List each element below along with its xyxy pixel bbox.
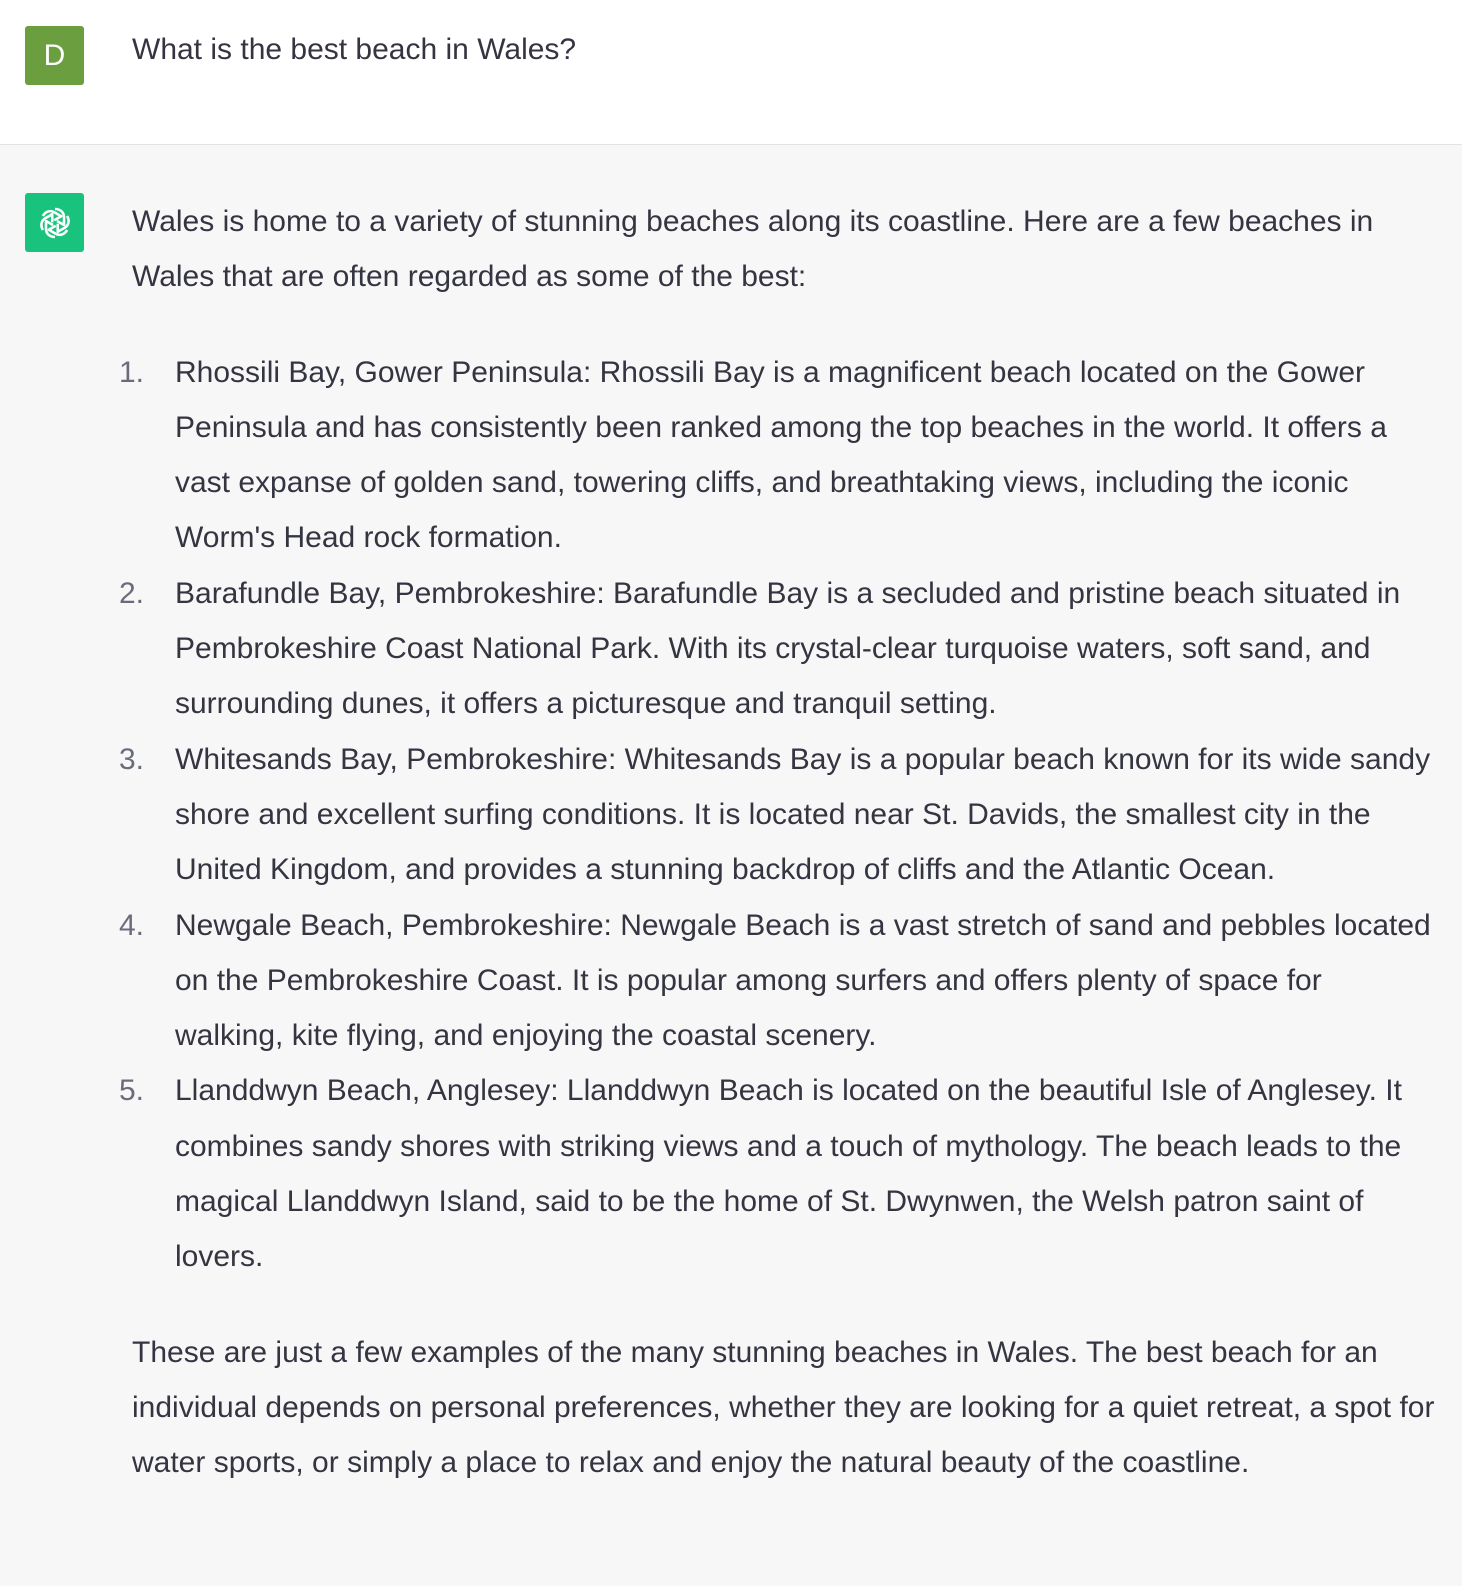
list-item — [119, 566, 1437, 732]
list-item — [119, 345, 1437, 566]
list-item-number: 2. — [119, 576, 145, 610]
list-item-number: 5. — [119, 1074, 145, 1108]
list-item-text: Newgale Beach, Pembrokeshire: Newgale Beach is a vast stretch of sand and pebbles located on the Pembrokeshire Coast. It is popular among surfers and offers plenty of space for walking, kite flying, and enjoying the coastal scenery. — [175, 908, 1431, 1053]
list-item — [119, 1063, 1437, 1284]
assistant-avatar — [25, 193, 84, 252]
openai-logo-icon — [35, 203, 75, 243]
assistant-outro: These are just a few examples of the many stunning beaches in Wales. The best beach for an individual depends on personal preferences, whether they are looking for a quiet retreat, a spot for water sports, or simply a place to relax and enjoy the natural beauty of the coastline. — [132, 1335, 1435, 1480]
assistant-intro: Wales is home to a variety of stunning beaches along its coastline. Here are a few beaches in Wales that are often regarded as some of the best: — [132, 205, 1374, 294]
list-item-number: 4. — [119, 908, 145, 942]
assistant-message-content — [119, 194, 1437, 1491]
user-avatar — [25, 26, 84, 85]
list-item-text: Rhossili Bay, Gower Peninsula: Rhossili Bay is a magnificent beach located on the Gower Peninsula and has consistently been ranked among the top beaches in the world. It offers a vast expanse of golden sand, towering cliffs, and breathtaking views, including the iconic Worm's Head rock formation. — [175, 355, 1387, 555]
user-message-text: What is the best beach in Wales? — [132, 33, 577, 66]
beach-list — [119, 345, 1437, 1285]
list-item-text: Llanddwyn Beach, Anglesey: Llanddwyn Beach is located on the beautiful Isle of Anglesey. It combines sandy shores with striking views and a touch of mythology. The beach leads to the magical Llanddwyn Island, said to be the home of St. Dwynwen, the Welsh patron saint of lovers. — [175, 1074, 1402, 1274]
user-message-row — [0, 0, 1462, 145]
list-item-number: 3. — [119, 742, 145, 776]
user-avatar-letter: D — [43, 38, 66, 72]
list-item-number: 1. — [119, 355, 145, 389]
list-item-text: Whitesands Bay, Pembrokeshire: Whitesands Bay is a popular beach known for its wide sandy shore and excellent surfing conditions. It is located near St. Davids, the smallest city in the United Kingdom, and provides a stunning backdrop of cliffs and the Atlantic Ocean. — [175, 742, 1431, 887]
list-item-text: Barafundle Bay, Pembrokeshire: Barafundle Bay is a secluded and pristine beach situated in Pembrokeshire Coast National Park. With its crystal-clear turquoise waters, soft sand, and surrounding dunes, it offers a picturesque and tranquil setting. — [175, 576, 1401, 721]
list-item — [119, 732, 1437, 898]
list-item — [119, 898, 1437, 1064]
